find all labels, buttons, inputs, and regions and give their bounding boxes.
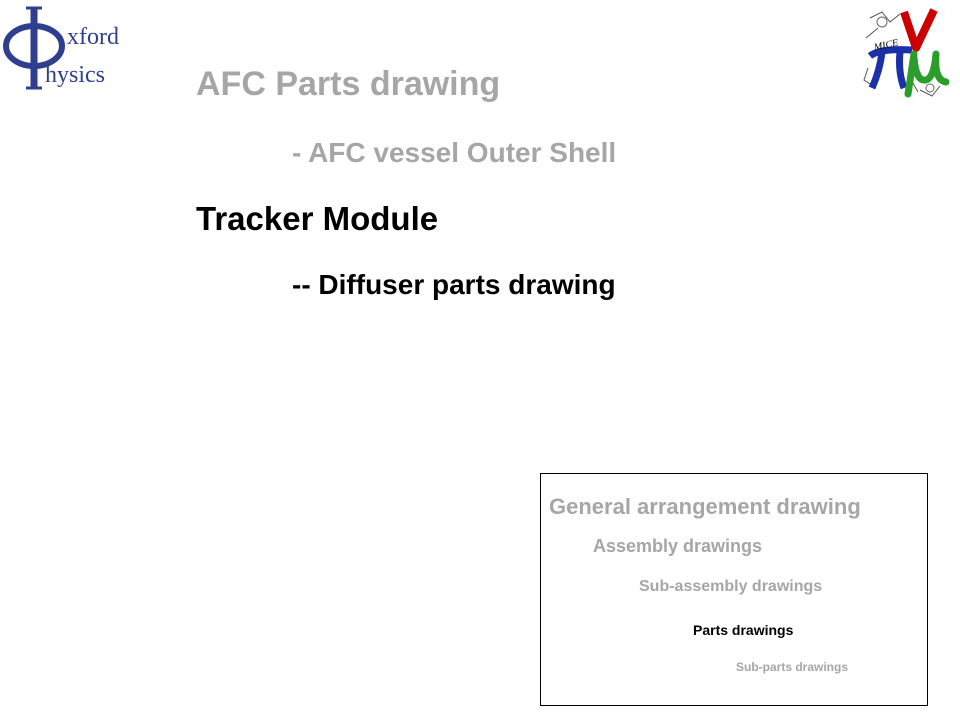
mice-neutrino-pi-mu-icon (860, 8, 952, 100)
mice-logo (860, 8, 952, 100)
hierarchy-item-sub-parts: Sub-parts drawings (736, 660, 849, 674)
hierarchy-item-parts: Parts drawings (693, 622, 794, 638)
subtitle-afc-vessel-outer-shell: - AFC vessel Outer Shell (292, 137, 617, 168)
title-afc-parts-drawing: AFC Parts drawing (196, 65, 501, 103)
oxford-physics-logo (0, 6, 140, 94)
hierarchy-item-assembly: Assembly drawings (593, 536, 763, 556)
drawing-hierarchy-box (540, 473, 928, 706)
physics-word: hysics (45, 62, 105, 88)
oxford-word: xford (67, 24, 119, 50)
mice-label: MICE (873, 37, 900, 54)
subtitle-diffuser-parts-drawing: -- Diffuser parts drawing (292, 269, 616, 300)
hierarchy-item-sub-assembly: Sub-assembly drawings (639, 578, 823, 595)
title-tracker-module: Tracker Module (196, 200, 439, 237)
hierarchy-item-general-arrangement: General arrangement drawing (549, 494, 861, 519)
